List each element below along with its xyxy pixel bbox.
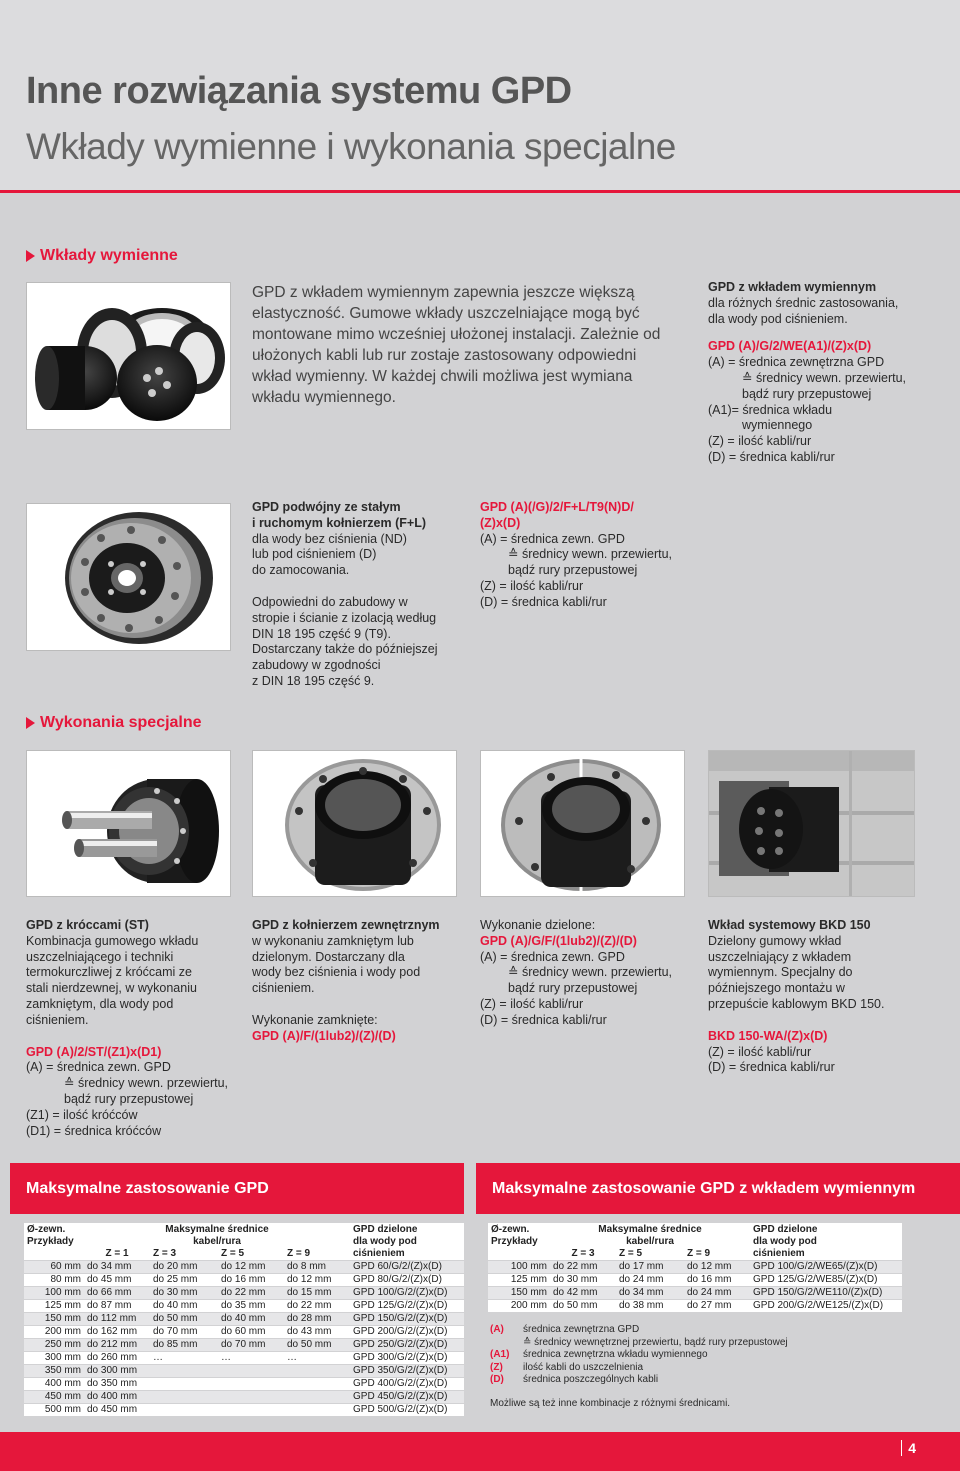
table-cell: do 50 mm	[150, 1313, 218, 1326]
table-cell: GPD 300/G/2/(Z)x(D)	[350, 1352, 464, 1365]
table-cell: GPD 450/G/2/(Z)x(D)	[350, 1391, 464, 1404]
table2-legend	[490, 1324, 788, 1387]
photo-double-flange	[26, 503, 231, 651]
table-cell: do 34 mm	[84, 1261, 150, 1274]
table-cell: GPD 100/G/2/WE65/(Z)x(D)	[750, 1261, 902, 1274]
table2-header-diameter: Ø-zewn.	[488, 1223, 550, 1236]
legend-row: (A) średnica zewnętrzna GPD	[490, 1324, 640, 1335]
table-cell: do 38 mm	[616, 1300, 684, 1313]
table-cell: do 12 mm	[284, 1274, 350, 1287]
table2: Ø-zewn. Maksymalne średnice GPD dzielone Przykłady kabel/rura dla wody pod Z = 3 Z = 5 Z = 9 ciśnieniem 100 mm do 22 mm do 17 mm do 12 mm GPD 100/G/2/WE65/(Z)x(D) 125 mm do 30 mm do 24 mm do 16 mm GPD 125/G/2/WE85/(Z)x(D) 150 mm do 42 mm do 34 mm do 24 mm GPD 150/G/2/WE110/(Z)x(D) 200 mm do 50 mm do 38 mm do 27 mm GPD 200/G/2/WE125/(Z)x(D)	[488, 1223, 902, 1312]
table-cell: do 87 mm	[84, 1300, 150, 1313]
header-divider	[0, 190, 960, 193]
table-cell: do 30 mm	[150, 1287, 218, 1300]
table-cell: do 85 mm	[150, 1339, 218, 1352]
table-cell: do 400 mm	[84, 1391, 150, 1404]
table-row	[488, 1274, 902, 1287]
table-cell: do 162 mm	[84, 1326, 150, 1339]
table-row	[24, 1261, 464, 1274]
table-cell: do 22 mm	[550, 1261, 616, 1274]
table-cell: 450 mm	[24, 1391, 84, 1404]
photo-exchangeable-inserts	[26, 282, 231, 430]
table2-title-bar: Maksymalne zastosowanie GPD z wkładem wymiennym	[476, 1163, 960, 1214]
table-cell: GPD 250/G/2/(Z)x(D)	[350, 1339, 464, 1352]
table-cell: do 40 mm	[150, 1300, 218, 1313]
table2-note: Możliwe są też inne kombinacje z różnymi średnicami.	[490, 1398, 731, 1409]
table-cell: 100 mm	[488, 1261, 550, 1274]
table-cell: do 20 mm	[150, 1261, 218, 1274]
legend-row: (A1) średnica zewnętrzna wkładu wymiennego	[490, 1349, 708, 1360]
table1-header-split: GPD dzielone	[350, 1223, 464, 1236]
table-row	[24, 1378, 464, 1391]
table-cell: GPD 150/G/2/(Z)x(D)	[350, 1313, 464, 1326]
table2-header-split: GPD dzielone	[750, 1223, 902, 1236]
triangle-icon	[26, 250, 35, 262]
table-cell: do 50 mm	[550, 1300, 616, 1313]
table-cell: 125 mm	[488, 1274, 550, 1287]
table-cell: 300 mm	[24, 1352, 84, 1365]
table-cell: GPD 60/G/2/(Z)x(D)	[350, 1261, 464, 1274]
table-cell	[284, 1378, 350, 1391]
table-cell: GPD 80/G/2/(Z)x(D)	[350, 1274, 464, 1287]
triangle-icon	[26, 717, 35, 729]
table-cell	[218, 1378, 284, 1391]
table-cell	[150, 1391, 218, 1404]
double-flange-code: GPD (A)(/G)/2/F+L/T9(N)D/ (Z)x(D) (A) = średnica zewn. GPD ≙ średnicy wewn. przewiertu, bądź rury przepustowej (Z) = ilość kabli/rur (D) = średnica kabli/rur	[480, 500, 673, 609]
table-cell: do 50 mm	[284, 1339, 350, 1352]
external-flange-text: GPD z kołnierzem zewnętrznym w wykonaniu zamkniętym lub dzielonym. Dostarczany dla wody bez ciśnienia i wody pod ciśnieniem. Wykonanie zamknięte: GPD (A)/F/(1lub2)/(Z)/(D)	[252, 918, 440, 1043]
table-cell	[218, 1365, 284, 1378]
table-cell: do 12 mm	[218, 1261, 284, 1274]
table-cell: do 45 mm	[84, 1274, 150, 1287]
table-cell: 350 mm	[24, 1365, 84, 1378]
table-cell	[284, 1365, 350, 1378]
table-cell: 200 mm	[488, 1300, 550, 1313]
table1-title-bar: Maksymalne zastosowanie GPD	[10, 1163, 464, 1214]
table-cell: 250 mm	[24, 1339, 84, 1352]
table-cell: 80 mm	[24, 1274, 84, 1287]
page-number: 4	[901, 1440, 916, 1456]
bkd150-text: Wkład systemowy BKD 150 Dzielony gumowy wkład uszczelniający z wkładem wymiennym. Specjalny do późniejszego montażu w przepuście kablowym BKD 150. BKD 150-WA/(Z)x(D) (Z) = ilość kabli/rur (D) = średnica kabli/rur	[708, 918, 885, 1075]
table-row	[488, 1287, 902, 1300]
table-cell: do 12 mm	[684, 1261, 750, 1274]
insert-spec-block: GPD z wkładem wymiennym dla różnych średnic zastosowania, dla wody pod ciśnieniem. GPD (A)/G/2/WE(A1)/(Z)x(D) (A) = średnica zewnętrzna GPD ≙ średnicy wewn. przewiertu, bądź rury przepustowej (A1)= średnica wkładu wymiennego (Z) = ilość kabli/rur (D) = średnica kabli/rur	[708, 280, 907, 464]
table-cell: do 70 mm	[218, 1339, 284, 1352]
table-cell: do 42 mm	[550, 1287, 616, 1300]
table-row	[24, 1339, 464, 1352]
table-cell: 200 mm	[24, 1326, 84, 1339]
table-cell: GPD 150/G/2/WE110/(Z)x(D)	[750, 1287, 902, 1300]
photo-split-flange	[480, 750, 685, 897]
table-row	[24, 1404, 464, 1417]
st-spigots-text: GPD z króccami (ST) Kombinacja gumowego wkładu uszczelniającego i techniki termokurczliwej z króćcami ze stali nierdzewnej, w wykonaniu zamkniętym, dla wody pod ciśnieniem. GPD (A)/2/ST/(Z1)x(D1) (A) = średnica zewn. GPD ≙ średnicy wewn. przewiertu, bądź rury przepustowej (Z1) = ilość króćców (D1) = średnica króćców	[26, 918, 229, 1138]
table-cell: do 212 mm	[84, 1339, 150, 1352]
table-cell: 150 mm	[488, 1287, 550, 1300]
table-cell: GPD 125/G/2/WE85/(Z)x(D)	[750, 1274, 902, 1287]
table1: Ø-zewn. Maksymalne średnice GPD dzielone Przykłady kabel/rura dla wody pod Z = 1 Z = 3 Z = 5 Z = 9 ciśnieniem 60 mm do 34 mm do 20 mm do 12 mm do 8 mm GPD 60/G/2/(Z)x(D) 80 mm do 45 mm do 25 mm do 16 mm do 12 mm GPD 80/G/2/(Z)x(D) 100 mm do 66 mm do 30 mm do 22 mm do 15 mm GPD 100/G/2/(Z)x(D) 125 mm do 87 mm do 40 mm do 35 mm do 22 mm GPD 125/G/2/(Z)x(D) 150 mm do 112 mm do 50 mm do 40 mm do 28 mm GPD 150/G/2/(Z)x(D) 200 mm do 162 mm do 70 mm do 60 mm do 43 mm GPD 200/G/2/(Z)x(D) 250 mm do 212 mm do 85 mm do 70 mm do 50 mm GPD 250/G/2/(Z)x(D) 300 mm do 260 mm … … … GPD 300/G/2/(Z)x(D) 350 mm do 300 mm GPD 350/G/2/(Z)x(D) 400 mm do 350 mm GPD 400/G/2/(Z)x(D) 450 mm do 400 mm GPD 450/G/2/(Z)x(D) 500 mm do 450 mm GPD 500/G/2/(Z)x(D)	[24, 1223, 464, 1416]
table-cell: do 16 mm	[684, 1274, 750, 1287]
table-cell: 150 mm	[24, 1313, 84, 1326]
table-cell: GPD 400/G/2/(Z)x(D)	[350, 1378, 464, 1391]
table-row	[24, 1352, 464, 1365]
table-cell: …	[284, 1352, 350, 1365]
table2-header-max: Maksymalne średnice	[550, 1223, 750, 1236]
table-cell: do 70 mm	[150, 1326, 218, 1339]
table-row	[488, 1300, 902, 1313]
table-cell: 400 mm	[24, 1378, 84, 1391]
table-cell: GPD 100/G/2/(Z)x(D)	[350, 1287, 464, 1300]
table-row	[24, 1326, 464, 1339]
table-cell: do 22 mm	[284, 1300, 350, 1313]
table-cell: …	[218, 1352, 284, 1365]
table-cell	[284, 1404, 350, 1417]
table-cell: do 17 mm	[616, 1261, 684, 1274]
table-cell: do 300 mm	[84, 1365, 150, 1378]
table-cell: do 24 mm	[684, 1287, 750, 1300]
legend-row: (D) średnica poszczególnych kabli	[490, 1374, 659, 1385]
table-row	[24, 1365, 464, 1378]
table-cell: do 350 mm	[84, 1378, 150, 1391]
table-cell: …	[150, 1352, 218, 1365]
table-cell: GPD 200/G/2/WE125/(Z)x(D)	[750, 1300, 902, 1313]
table-cell: GPD 500/G/2/(Z)x(D)	[350, 1404, 464, 1417]
table-cell	[284, 1391, 350, 1404]
photo-st-spigots	[26, 750, 231, 897]
table1-header-diameter: Ø-zewn.	[24, 1223, 84, 1236]
page-subtitle: Wkłady wymienne i wykonania specjalne	[26, 126, 676, 167]
table-cell	[218, 1391, 284, 1404]
table-cell: do 16 mm	[218, 1274, 284, 1287]
split-flange-text: Wykonanie dzielone: GPD (A)/G/F/(1lub2)/(Z)/(D) (A) = średnica zewn. GPD ≙ średnicy wewn. przewiertu, bądź rury przepustowej (Z) = ilość kabli/rur (D) = średnica kabli/rur	[480, 918, 673, 1027]
table-cell: 100 mm	[24, 1287, 84, 1300]
table-row	[24, 1287, 464, 1300]
page-title: Inne rozwiązania systemu GPD	[26, 70, 572, 112]
photo-external-flange	[252, 750, 457, 897]
table-row	[24, 1391, 464, 1404]
section-heading-wklady: Wkłady wymienne	[26, 247, 178, 265]
double-flange-text: GPD podwójny ze stałym i ruchomym kołnierzem (F+L) dla wody bez ciśnienia (ND) lub pod ciśnieniem (D) do zamocowania. Odpowiedni do zabudowy w stropie i ścianie z izolacją według DIN 18 195 część 9 (T9). Dostarczany także do późniejszej zabudowy w zgodności z DIN 18 195 część 9.	[252, 500, 438, 688]
table-cell: do 35 mm	[218, 1300, 284, 1313]
table-cell	[150, 1365, 218, 1378]
table-cell	[218, 1404, 284, 1417]
table-row	[24, 1300, 464, 1313]
table-cell: do 66 mm	[84, 1287, 150, 1300]
table-cell: do 27 mm	[684, 1300, 750, 1313]
table-cell: GPD 125/G/2/(Z)x(D)	[350, 1300, 464, 1313]
table-cell: do 8 mm	[284, 1261, 350, 1274]
table-row	[24, 1313, 464, 1326]
table-cell: do 24 mm	[616, 1274, 684, 1287]
table-cell: GPD 350/G/2/(Z)x(D)	[350, 1365, 464, 1378]
legend-row: ≙ średnicy wewnętrznej przewiertu, bądź rury przepustowej	[523, 1336, 788, 1348]
table-cell	[150, 1378, 218, 1391]
table-row	[488, 1261, 902, 1274]
table-cell: 60 mm	[24, 1261, 84, 1274]
table-cell: GPD 200/G/2/(Z)x(D)	[350, 1326, 464, 1339]
intro-text: GPD z wkładem wymiennym zapewnia jeszcze większą elastyczność. Gumowe wkłady uszczelniające mogą być montowane mimo wcześniej ułożonej instalacji. Zależnie od ułożonych kabli lub rur zostaje zastosowany odpowiedni wkład wymienny. W każdej chwili możliwa jest wymiana wkładu wymiennego.	[252, 284, 661, 406]
footer-bar	[0, 1432, 960, 1471]
table-cell: do 34 mm	[616, 1287, 684, 1300]
table-cell: do 43 mm	[284, 1326, 350, 1339]
table-cell: do 260 mm	[84, 1352, 150, 1365]
photo-bkd150	[708, 750, 915, 897]
section-heading-wykonania: Wykonania specjalne	[26, 714, 202, 732]
table-cell: do 450 mm	[84, 1404, 150, 1417]
table-cell: do 25 mm	[150, 1274, 218, 1287]
table1-header-max: Maksymalne średnice	[84, 1223, 350, 1236]
table-cell: 125 mm	[24, 1300, 84, 1313]
table-cell: do 60 mm	[218, 1326, 284, 1339]
table-row	[24, 1274, 464, 1287]
table-cell: 500 mm	[24, 1404, 84, 1417]
table-cell: do 15 mm	[284, 1287, 350, 1300]
table-cell	[150, 1404, 218, 1417]
table-cell: do 28 mm	[284, 1313, 350, 1326]
table-cell: do 30 mm	[550, 1274, 616, 1287]
table-cell: do 22 mm	[218, 1287, 284, 1300]
legend-row: (Z) ilość kabli do uszczelnienia	[490, 1361, 644, 1373]
table-cell: do 40 mm	[218, 1313, 284, 1326]
table-cell: do 112 mm	[84, 1313, 150, 1326]
